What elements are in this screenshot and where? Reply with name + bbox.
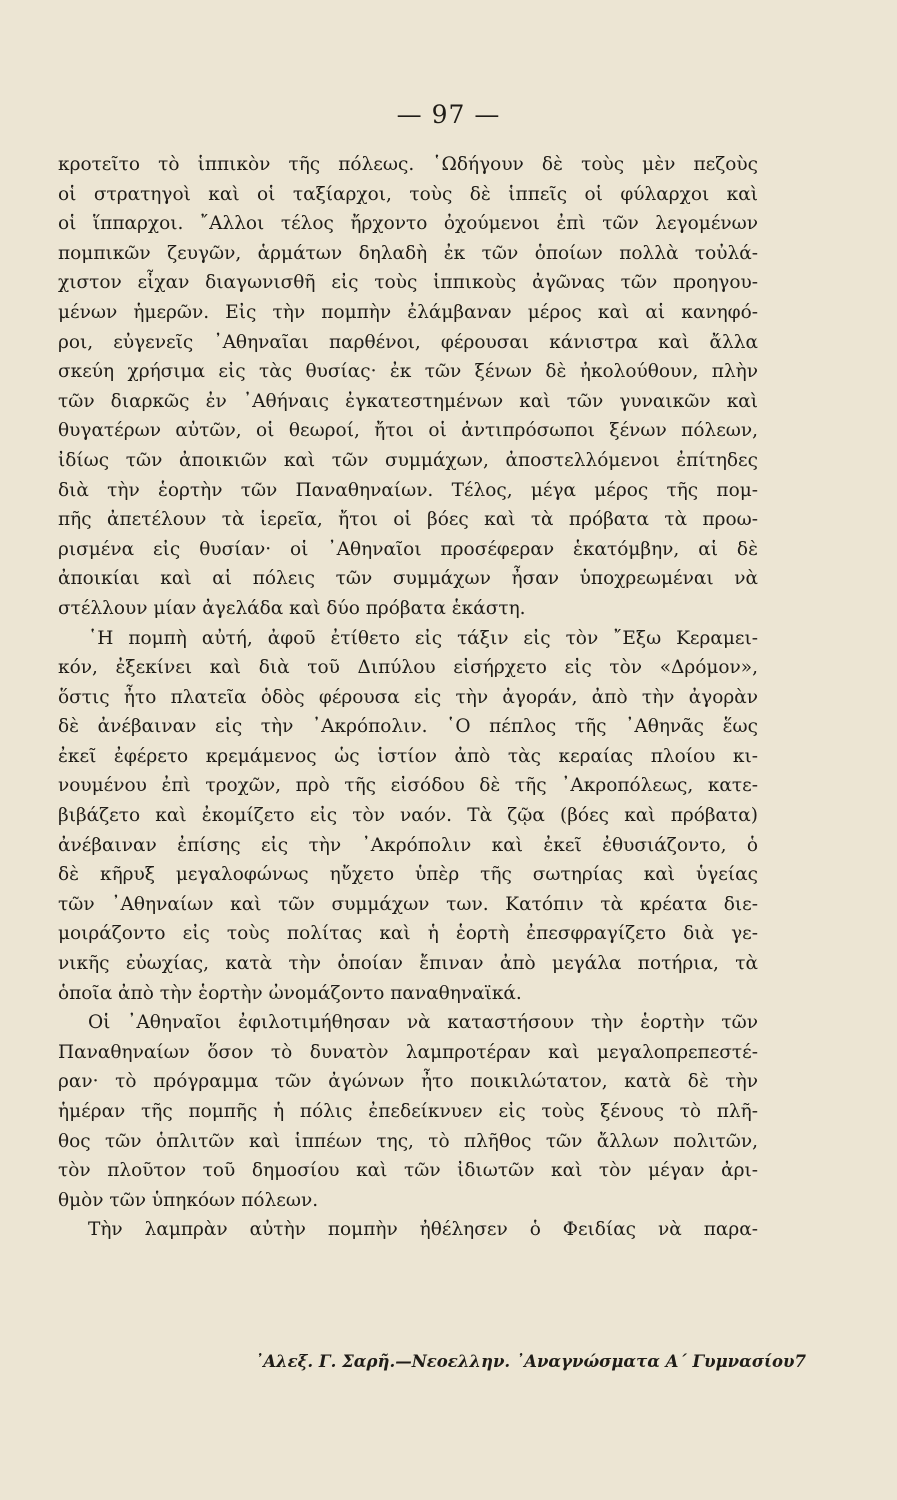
text-line: Τὴν λαμπρὰν αὐτὴν πομπὴν ἠθέλησεν ὁ Φειδίας νὰ παρα- bbox=[88, 1219, 758, 1241]
text-line: τῶν ᾿Αθηναίων καὶ τῶν συμμάχων των. Κατόπιν τὰ κρέατα διε- bbox=[58, 893, 758, 915]
text-line: βιβάζετο καὶ ἐκομίζετο εἰς τὸν ναόν. Τὰ ζῷα (βόες καὶ πρόβατα) bbox=[58, 805, 758, 827]
text-line: ροι, εὐγενεῖς ᾿Αθηναῖαι παρθένοι, φέρουσαι κάνιστρα καὶ ἄλλα bbox=[58, 331, 758, 353]
text-line: θος τῶν ὁπλιτῶν καὶ ἱππέων της, τὸ πλῆθος τῶν ἄλλων πολιτῶν, bbox=[58, 1130, 758, 1152]
footer-sheet-number: 7 bbox=[794, 1352, 806, 1371]
text-line: χιστον εἶχαν διαγωνισθῆ εἰς τοὺς ἱππικοὺς ἀγῶνας τῶν προηγου- bbox=[58, 272, 758, 294]
text-line: πῆς ἀπετέλουν τὰ ἱερεῖα, ἤτοι οἱ βόες καὶ τὰ πρόβατα τὰ προω- bbox=[58, 509, 758, 531]
text-line: κόν, ἐξεκίνει καὶ διὰ τοῦ Διπύλου εἰσήρχετο εἰς τὸν «Δρόμον», bbox=[58, 657, 758, 679]
text-line: ἐκεῖ ἐφέρετο κρεμάμενος ὡς ἱστίον ἀπὸ τὰς κεραίας πλοίου κι- bbox=[58, 745, 758, 767]
body-text bbox=[58, 150, 758, 1245]
page-footer bbox=[255, 1352, 806, 1371]
text-line: πομπικῶν ζευγῶν, ἁρμάτων δηλαδὴ ἐκ τῶν ὁποίων πολλὰ τοὐλά- bbox=[58, 242, 758, 264]
text-line: Οἱ ᾿Αθηναῖοι ἐφιλοτιμήθησαν νὰ καταστήσουν τὴν ἑορτὴν τῶν bbox=[88, 1012, 758, 1034]
text-line: ῾Η πομπὴ αὐτή, ἀφοῦ ἐτίθετο εἰς τάξιν εἰς τὸν ῎Εξω Κεραμει- bbox=[88, 627, 758, 649]
text-line: ἡμέραν τῆς πομπῆς ἡ πόλις ἐπεδείκνυεν εἰς τοὺς ξένους τὸ πλῆ- bbox=[58, 1101, 758, 1122]
text-line: ραν· τὸ πρόγραμμα τῶν ἀγώνων ἦτο ποικιλώτατον, κατὰ δὲ τὴν bbox=[58, 1071, 758, 1093]
text-line: ἀνέβαιναν ἐπίσης εἰς τὴν ᾿Ακρόπολιν καὶ ἐκεῖ ἐθυσιάζοντο, ὁ bbox=[58, 834, 758, 856]
text-line: δὲ κῆρυξ μεγαλοφώνως ηὔχετο ὑπὲρ τῆς σωτηρίας καὶ ὑγείας bbox=[58, 864, 758, 886]
text-line: ὁποῖα ἀπὸ τὴν ἑορτὴν ὠνομάζοντο παναθηναϊκά. bbox=[58, 982, 522, 1004]
text-line: στέλλουν μίαν ἀγελάδα καὶ δύο πρόβατα ἑκάστη. bbox=[58, 597, 526, 619]
text-line: ὅστις ἦτο πλατεῖα ὁδὸς φέρουσα εἰς τὴν ἀγοράν, ἀπὸ τὴν ἀγορὰν bbox=[58, 686, 758, 708]
text-line: θυγατέρων αὐτῶν, οἱ θεωροί, ἤτοι οἱ ἀντιπρόσωποι ξένων πόλεων, bbox=[58, 420, 758, 442]
text-line: κροτεῖτο τὸ ἱππικὸν τῆς πόλεως. ῾Ωδήγουν δὲ τοὺς μὲν πεζοὺς bbox=[58, 154, 758, 175]
text-line: τὸν πλοῦτον τοῦ δημοσίου καὶ τῶν ἰδιωτῶν καὶ τὸν μέγαν ἀρι- bbox=[58, 1160, 758, 1182]
page-number: — 97 — bbox=[396, 100, 501, 129]
text-line: ἰδίως τῶν ἀποικιῶν καὶ τῶν συμμάχων, ἀποστελλόμενοι ἐπίτηδες bbox=[58, 449, 758, 471]
text-line: νικῆς εὐωχίας, κατὰ τὴν ὁποίαν ἔπιναν ἀπὸ μεγάλα ποτήρια, τὰ bbox=[58, 953, 758, 975]
text-line: μένων ἡμερῶν. Εἰς τὴν πομπὴν ἐλάμβαναν μέρος καὶ αἱ κανηφό- bbox=[58, 301, 758, 323]
footer-signature: ᾿Αλεξ. Γ. Σαρῆ.—Νεοελλην. ᾿Αναγνώσματα Α΄ Γυμνασίου bbox=[255, 1352, 795, 1371]
text-line: διὰ τὴν ἑορτὴν τῶν Παναθηναίων. Τέλος, μέγα μέρος τῆς πομ- bbox=[58, 479, 758, 501]
text-line: νουμένου ἐπὶ τροχῶν, πρὸ τῆς εἰσόδου δὲ τῆς ᾿Ακροπόλεως, κατε- bbox=[58, 775, 758, 797]
text-line: μοιράζοντο εἰς τοὺς πολίτας καὶ ἡ ἑορτὴ ἐπεσφραγίζετο διὰ γε- bbox=[58, 923, 758, 945]
text-line: σκεύη χρήσιμα εἰς τὰς θυσίας· ἐκ τῶν ξένων δὲ ἠκολούθουν, πλὴν bbox=[58, 361, 758, 383]
text-line: ρισμένα εἰς θυσίαν· οἱ ᾿Αθηναῖοι προσέφεραν ἑκατόμβην, αἱ δὲ bbox=[58, 538, 758, 560]
text-line: δὲ ἀνέβαιναν εἰς τὴν ᾿Ακρόπολιν. ῾Ο πέπλος τῆς ᾿Αθηνᾶς ἕως bbox=[58, 716, 758, 738]
text-line: ἀποικίαι καὶ αἱ πόλεις τῶν συμμάχων ἦσαν ὑποχρεωμέναι νὰ bbox=[58, 568, 758, 590]
text-line: οἱ στρατηγοὶ καὶ οἱ ταξίαρχοι, τοὺς δὲ ἱππεῖς οἱ φύλαρχοι καὶ bbox=[58, 183, 758, 205]
text-line: οἱ ἵππαρχοι. ῎Αλλοι τέλος ἤρχοντο ὀχούμενοι ἐπὶ τῶν λεγομένων bbox=[58, 213, 758, 235]
text-line: θμὸν τῶν ὑπηκόων πόλεων. bbox=[58, 1189, 319, 1211]
text-line: Παναθηναίων ὅσον τὸ δυνατὸν λαμπροτέραν καὶ μεγαλοπρεπεστέ- bbox=[58, 1041, 758, 1063]
text-line: τῶν διαρκῶς ἐν ᾿Αθήναις ἐγκατεστημένων καὶ τῶν γυναικῶν καὶ bbox=[58, 390, 758, 412]
